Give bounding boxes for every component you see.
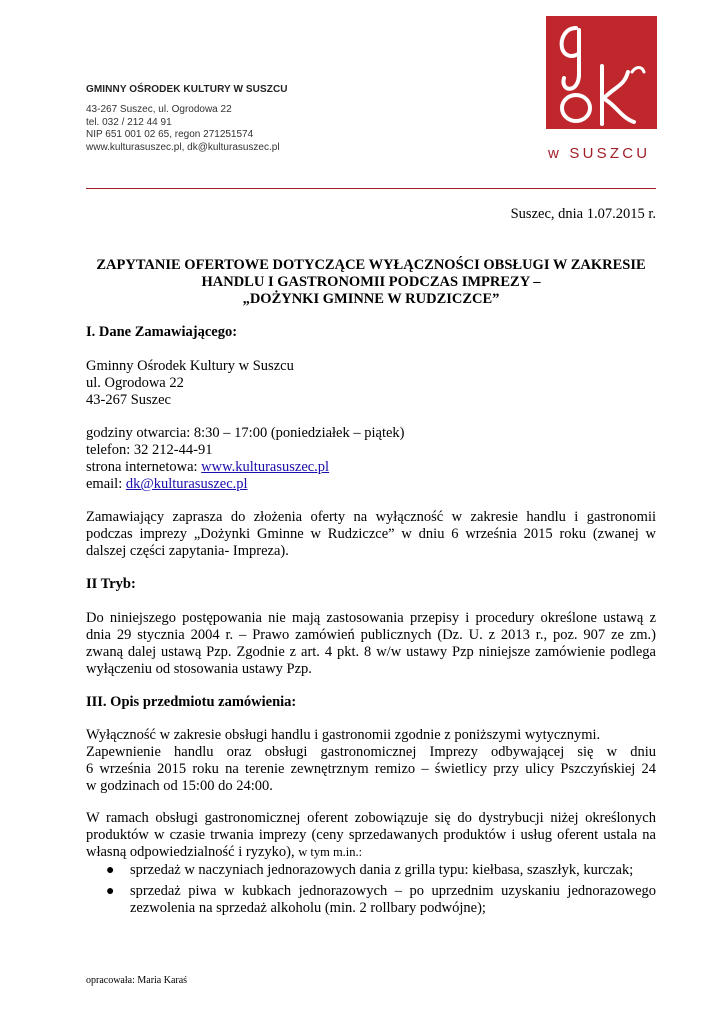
paragraph-line: w godzinach od 15:00 do 24:00.	[86, 778, 273, 794]
paragraph-line: W ramach obsługi gastronomicznej oferent zobowiązuje się do dystrybucji niżej określonych	[86, 810, 656, 826]
paragraph-line: Zamawiający zaprasza do złożenia oferty na wyłączność w zakresie handlu i gastronomii	[86, 509, 656, 525]
logo-lettering-icon	[546, 16, 657, 129]
service-paragraph	[86, 744, 656, 795]
paragraph-line: Do niniejszego postępowania nie mają zastosowania przepisy i procedury określone ustawą z	[86, 610, 656, 626]
list-item-text	[130, 883, 656, 917]
organization-web: www.kulturasuszec.pl, dk@kulturasuszec.pl	[86, 141, 280, 153]
website-link[interactable]: www.kulturasuszec.pl	[201, 459, 330, 475]
email-link[interactable]: dk@kulturasuszec.pl	[125, 476, 248, 492]
organization-phone: tel. 032 / 212 44 91	[86, 116, 172, 128]
paragraph-line: podczas imprezy „Dożynki Gminne w Rudziczce” w dniu 6 września 2015 roku (zwanej w	[86, 526, 656, 542]
paragraph-line: dnia 29 stycznia 2004 r. – Prawo zamówień publicznych (Dz. U. z 2013 r., poz. 907 ze zm.)	[86, 627, 656, 643]
opening-hours: godziny otwarcia: 8:30 – 17:00 (poniedziałek – piątek)	[86, 425, 405, 441]
organization-contact	[86, 104, 288, 154]
logo-caption: w SUSZCU	[548, 145, 651, 162]
bullet-icon: ●	[106, 884, 115, 899]
footer-author: opracowała: Maria Karaś	[86, 975, 188, 986]
header-divider	[86, 188, 656, 189]
exclusivity-line: Wyłączność w zakresie obsługi handlu i gastronomii zgodnie z poniższymi wytycznymi.	[86, 727, 601, 743]
organization-address: 43-267 Suszec, ul. Ogrodowa 22	[86, 104, 232, 115]
contractor-street: ul. Ogrodowa 22	[86, 375, 184, 391]
procedure-paragraph	[86, 610, 656, 678]
paragraph-line	[86, 844, 656, 861]
document-title-line-3: „DOŻYNKI GMINNE W RUDZICZCE”	[242, 291, 500, 307]
section-3-heading: III. Opis przedmiotu zamówienia:	[86, 694, 297, 710]
invitation-paragraph	[86, 509, 656, 560]
organization-name: GMINNY OŚRODEK KULTURY W SUSZCU	[86, 84, 288, 95]
website-line	[86, 459, 329, 476]
list-item-text: sprzedaż w naczyniach jednorazowych dania z grilla typu: kiełbasa, szaszłyk, kurczak;	[130, 862, 634, 878]
website-label: strona internetowa:	[86, 459, 202, 475]
list-item	[106, 862, 656, 879]
paragraph-line-main: własną odpowiedzialność i ryzyko),	[86, 844, 299, 860]
paragraph-line: 6 września 2015 roku na terenie zewnętrznym remizo – świetlicy przy ulicy Pszczyńskiej 24	[86, 761, 656, 777]
paragraph-line: produktów w czasie trwania imprezy (ceny sprzedawanych produktów i usług oferent ustala na	[86, 827, 656, 843]
list-item-line: zezwolenia na sprzedaż alkoholu (min. 2 rollbary podwójne);	[130, 900, 486, 916]
contact-phone: telefon: 32 212-44-91	[86, 442, 213, 458]
paragraph-line: wyłączeniu od stosowania ustawy Pzp.	[86, 661, 312, 677]
email-line	[86, 476, 248, 493]
contractor-name: Gminny Ośrodek Kultury w Suszcu	[86, 358, 294, 374]
document-title-line-1: ZAPYTANIE OFERTOWE DOTYCZĄCE WYŁĄCZNOŚCI OBSŁUGI W ZAKRESIE	[96, 257, 646, 273]
list-item	[106, 883, 656, 917]
organization-header	[86, 84, 288, 154]
paragraph-line-small: w tym m.in.:	[298, 845, 363, 859]
paragraph-line: Zapewnienie handlu oraz obsługi gastronomicznej Imprezy odbywającej się w dniu	[86, 744, 656, 760]
list-item-line: sprzedaż piwa w kubkach jednorazowych – po uprzednim uzyskaniu jednorazowego	[130, 883, 656, 899]
gok-logo	[546, 16, 657, 166]
email-label: email:	[86, 476, 126, 492]
paragraph-line: zwaną dalej ustawą Pzp. Zgodnie z art. 4 pkt. 8 w/w ustawy Pzp niniejsze zamówienie podlega	[86, 644, 656, 660]
paragraph-line: dalszej części zapytania- Impreza).	[86, 543, 289, 559]
date-line: Suszec, dnia 1.07.2015 r.	[510, 206, 656, 222]
organization-nip: NIP 651 001 02 65, regon 271251574	[86, 129, 254, 140]
logo-red-block	[546, 16, 657, 129]
document-title-line-2: HANDLU I GASTRONOMII PODCZAS IMPREZY –	[201, 274, 541, 290]
distribution-paragraph	[86, 810, 656, 861]
bullet-icon: ●	[106, 863, 115, 878]
section-1-heading: I. Dane Zamawiającego:	[86, 324, 238, 340]
section-2-heading: II Tryb:	[86, 576, 136, 592]
contractor-city: 43-267 Suszec	[86, 392, 171, 408]
